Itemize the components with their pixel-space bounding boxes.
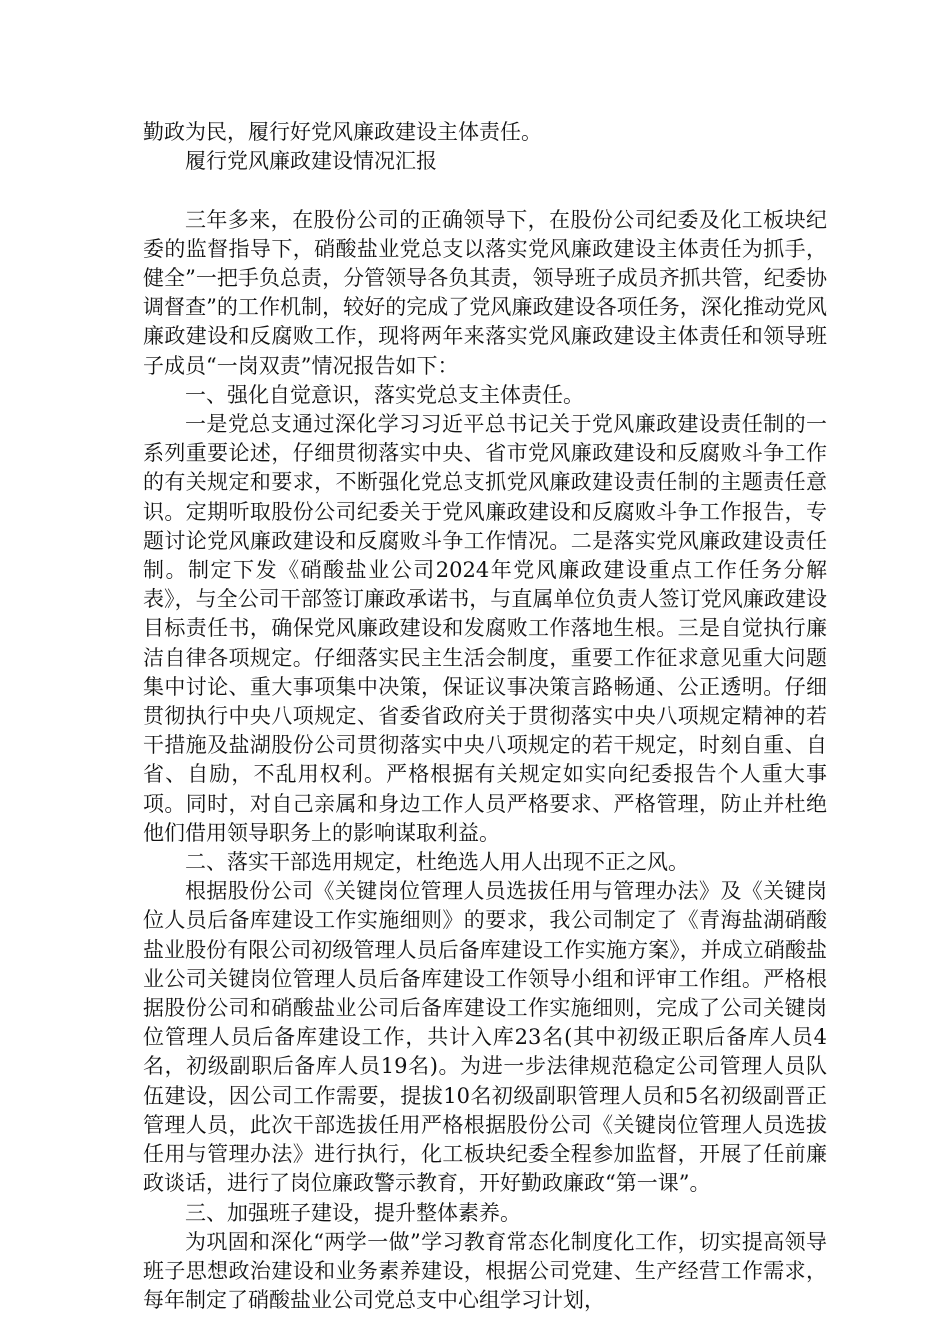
- section-body-3: 为巩固和深化“两学一做”学习教育常态化制度化工作，切实提高领导班子思想政治建设和业务素养建设，根据公司党建、生产经营工作需求，每年制定了硝酸盐业公司党总支中心组学习计划，: [143, 1229, 827, 1313]
- intro-paragraph: 三年多来，在股份公司的正确领导下，在股份公司纪委及化工板块纪委的监督指导下，硝酸盐业党总支以落实党风廉政建设主体责任为抓手，健全”一把手负总责，分管领导各负其责，领导班子成员齐抓共管，纪委协调督查”的工作机制，较好的完成了党风廉政建设各项任务，深化推动党风廉政建设和反腐败工作，现将两年来落实党风廉政建设主体责任和领导班子成员“一岗双责”情况报告如下：: [143, 207, 827, 378]
- closing-line: 勤政为民，履行好党风廉政建设主体责任。: [143, 120, 542, 144]
- report-title: 履行党风廉政建设情况汇报: [185, 149, 437, 174]
- section-body-1: 一是党总支通过深化学习习近平总书记关于党风廉政建设责任制的一系列重要论述，仔细贯彻落实中央、省市党风廉政建设和反腐败斗争工作的有关规定和要求，不断强化党总支抓党风廉政建设责任制的主题责任意识。定期听取股份公司纪委关于党风廉政建设和反腐败斗争工作报告，专题讨论党风廉政建设和反腐败斗争工作情况。二是落实党风廉政建设责任制。制定下发《硝酸盐业公司2024年党风廉政建设重点工作任务分解表》，与全公司干部签订廉政承诺书，与直属单位负责人签订党风廉政建设目标责任书，确保党风廉政建设和发腐败工作落地生根。三是自觉执行廉洁自律各项规定。仔细落实民主生活会制度，重要工作征求意见重大问题集中讨论、重大事项集中决策，保证议事决策言路畅通、公正透明。仔细贯彻执行中央八项规定、省委省政府关于贯彻落实中央八项规定精神的若干措施及盐湖股份公司贯彻落实中央八项规定的若干规定，时刻自重、自省、自励，不乱用权利。严格根据有关规定如实向纪委报告个人重大事项。同时，对自己亲属和身边工作人员严格要求、严格管理，防止并杜绝他们借用领导职务上的影响谋取利益。: [143, 412, 827, 845]
- blank-line: [143, 176, 827, 205]
- section-heading-2: 二、落实干部选用规定，杜绝选人用人出现不正之风。: [185, 850, 689, 875]
- section-heading-3: 三、加强班子建设，提升整体素养。: [185, 1200, 521, 1225]
- section-body-2: 根据股份公司《关键岗位管理人员选拔任用与管理办法》及《关键岗位人员后备库建设工作实施细则》的要求，我公司制定了《青海盐湖硝酸盐业股份有限公司初级管理人员后备库建设工作实施方案》，并成立硝酸盐业公司关键岗位管理人员后备库建设工作领导小组和评审工作组。严格根据股份公司和硝酸盐业公司后备库建设工作实施细则，完成了公司关键岗位管理人员后备库建设工作，共计入库23名(其中初级正职后备库人员4名，初级副职后备库人员19名)。为进一步法律规范稳定公司管理人员队伍建设，因公司工作需要，提拔10名初级副职管理人员和5名初级副晋正管理人员，此次干部选拔任用严格根据股份公司《关键岗位管理人员选拔任用与管理办法》进行执行，化工板块纪委全程参加监督，开展了任前廉政谈话，进行了岗位廉政警示教育，开好勤政廉政“第一课”。: [143, 879, 827, 1196]
- document-body: [143, 118, 827, 1315]
- section-heading-1: 一、强化自觉意识，落实党总支主体责任。: [185, 382, 584, 407]
